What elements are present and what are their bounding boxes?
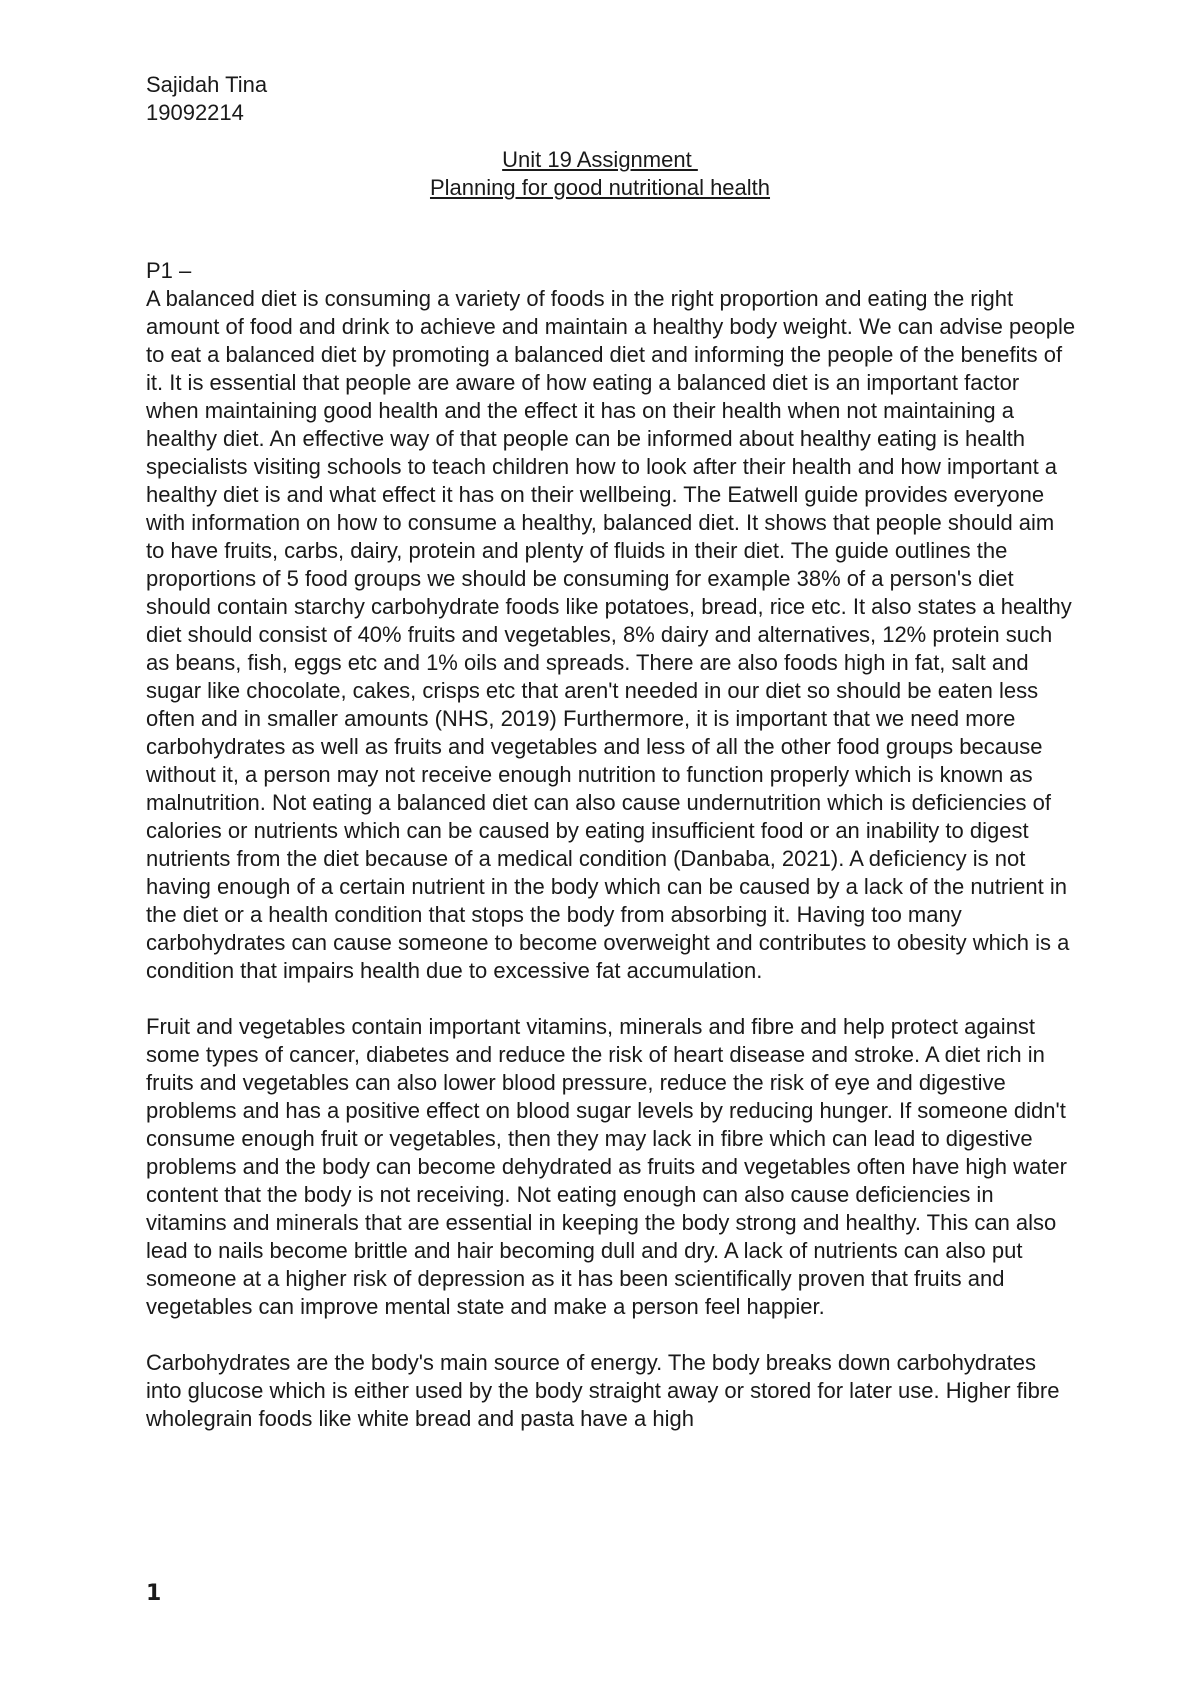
title-line-subject: Planning for good nutritional health [429, 175, 771, 200]
author-name: Sajidah Tina [146, 72, 268, 97]
section-label: P1 – [146, 258, 192, 283]
document-title [0, 146, 1200, 202]
document-body [146, 257, 1076, 1433]
document-header [146, 71, 267, 127]
body-paragraph-balanced-diet: A balanced diet is consuming a variety of foods in the right proportion and eating the right amount of food and drink to achieve and maintain a healthy body weight. We can advise people to eat a balanced diet by promoting a balanced diet and informing the people of the benefits of it. It is essential that people are aware of how eating a balanced diet is an important factor when maintaining good health and the effect it has on their health when not maintaining a healthy diet. An effective way of that people can be informed about healthy eating is health specialists visiting schools to teach children how to look after their health and how important a healthy diet is and what effect it has on their wellbeing. The Eatwell guide provides everyone with information on how to consume a healthy, balanced diet. It shows that people should aim to have fruits, carbs, dairy, protein and plenty of fluids in their diet. The guide outlines the proportions of 5 food groups we should be consuming for example 38% of a person's diet should contain starchy carbohydrate foods like potatoes, bread, rice etc. It also states a healthy diet should consist of 40% fruits and vegetables, 8% dairy and alternatives, 12% protein such as beans, fish, eggs etc and 1% oils and spreads. There are also foods high in fat, salt and sugar like chocolate, cakes, crisps etc that aren't needed in our diet so should be eaten less often and in smaller amounts (NHS, 2019) Furthermore, it is important that we need more carbohydrates as well as fruits and vegetables and less of all the other food groups because without it, a person may not receive enough nutrition to function properly which is known as malnutrition. Not eating a balanced diet can also cause undernutrition which is deficiencies of calories or nutrients which can be caused by eating insufficient food or an inability to digest nutrients from the diet because of a medical condition (Danbaba, 2021). A deficiency is not having enough of a certain nutrient in the body which can be caused by a lack of the nutrient in the diet or a health condition that stops the body from absorbing it. Having too many carbohydrates can cause someone to become overweight and contributes to obesity which is a condition that impairs health due to excessive fat accumulation. [146, 286, 1076, 983]
body-paragraph-fruit-vegetables: Fruit and vegetables contain important vitamins, minerals and fibre and help protect against some types of cancer, diabetes and reduce the risk of heart disease and stroke. A diet rich in fruits and vegetables can also lower blood pressure, reduce the risk of eye and digestive problems and has a positive effect on blood sugar levels by reducing hunger. If someone didn't consume enough fruit or vegetables, then they may lack in fibre which can lead to digestive problems and the body can become dehydrated as fruits and vegetables often have high water content that the body is not receiving. Not eating enough can also cause deficiencies in vitamins and minerals that are essential in keeping the body strong and healthy. This can also lead to nails become brittle and hair becoming dull and dry. A lack of nutrients can also put someone at a higher risk of depression as it has been scientifically proven that fruits and vegetables can improve mental state and make a person feel happier. [146, 1014, 1067, 1319]
body-paragraph-carbohydrates: Carbohydrates are the body's main source of energy. The body breaks down carbohydrates into glucose which is either used by the body straight away or stored for later use. Higher fibre wholegrain foods like white bread and pasta have a high [146, 1350, 1060, 1431]
page-number: 1 [146, 1581, 162, 1606]
student-id: 19092214 [146, 100, 244, 125]
title-line-assignment: Unit 19 Assignment [502, 147, 698, 172]
